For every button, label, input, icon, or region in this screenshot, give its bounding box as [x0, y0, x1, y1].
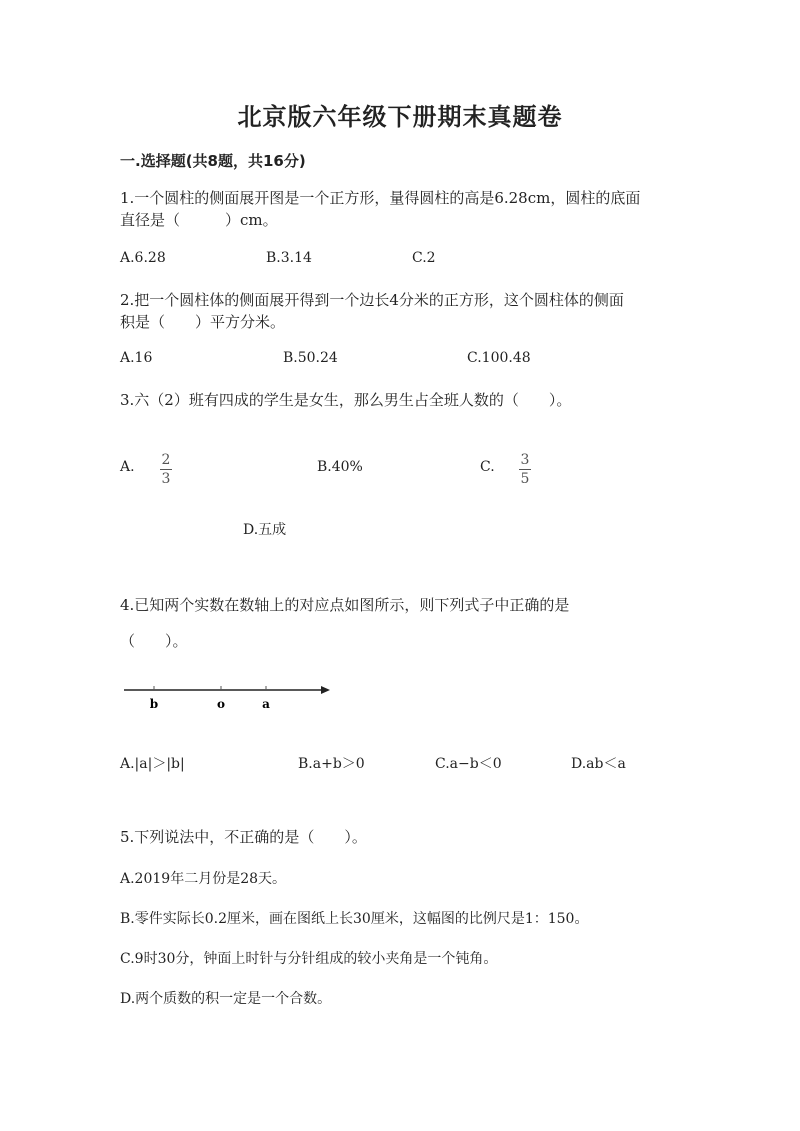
question-2-option-c: C.100.48 — [467, 350, 531, 366]
question-3-option-a-fraction — [160, 452, 172, 487]
fraction-numerator: 2 — [161, 452, 171, 468]
question-1-line-1: 1.一个圆柱的侧面展开图是一个正方形，量得圆柱的高是6.28cm，圆柱的底面 — [120, 189, 641, 207]
question-4-option-c: C.a−b＜0 — [435, 756, 502, 772]
question-5-option-a: A.2019年二月份是28天。 — [120, 871, 287, 887]
question-3-option-a-label: A. — [120, 459, 135, 475]
fraction-bar — [519, 469, 531, 470]
question-4-line-2: （ ）。 — [120, 632, 188, 650]
question-4-option-d: D.ab＜a — [571, 756, 626, 772]
section-heading: 一.选择题(共8题，共16分) — [120, 152, 306, 170]
question-5-line-1: 5.下列说法中，不正确的是（ ）。 — [120, 828, 367, 846]
question-3-option-c-fraction — [519, 452, 531, 487]
axis-label-b: b — [149, 697, 159, 711]
fraction-denominator: 5 — [520, 471, 530, 487]
question-5-option-c: C.9时30分，钟面上时针与分针组成的较小夹角是一个钝角。 — [120, 951, 498, 967]
page-title: 北京版六年级下册期末真题卷 — [237, 103, 563, 131]
question-3-option-d: D.五成 — [243, 522, 287, 538]
question-2-line-1: 2.把一个圆柱体的侧面展开得到一个边长4分米的正方形，这个圆柱体的侧面 — [120, 291, 624, 309]
question-2-option-a: A.16 — [120, 350, 153, 366]
question-1-line-2: 直径是（ ）cm。 — [120, 211, 278, 229]
question-5-option-d: D.两个质数的积一定是一个合数。 — [120, 991, 332, 1007]
question-3-option-b: B.40% — [317, 459, 363, 475]
fraction-numerator: 3 — [520, 452, 530, 468]
question-2-option-b: B.50.24 — [283, 350, 338, 366]
number-line-arrow — [321, 686, 330, 694]
fraction-denominator: 3 — [161, 471, 171, 487]
question-2-line-2: 积是（ ）平方分米。 — [120, 313, 286, 331]
question-4-line-1: 4.已知两个实数在数轴上的对应点如图所示，则下列式子中正确的是 — [120, 596, 570, 614]
question-1-option-a: A.6.28 — [120, 250, 166, 266]
question-5-option-b: B.零件实际长0.2厘米，画在图纸上长30厘米，这幅图的比例尺是1：150。 — [120, 911, 589, 927]
question-1-option-b: B.3.14 — [266, 250, 312, 266]
fraction-bar — [160, 469, 172, 470]
question-3-line-1: 3.六（2）班有四成的学生是女生，那么男生占全班人数的（ ）。 — [120, 391, 572, 409]
question-4-option-b: B.a+b＞0 — [298, 756, 365, 772]
question-3-option-c-label: C. — [480, 459, 495, 475]
question-4-option-a: A.|a|＞|b| — [120, 756, 185, 772]
axis-label-o: o — [216, 697, 226, 711]
number-line-figure — [118, 680, 338, 716]
axis-label-a: a — [262, 697, 270, 711]
question-1-option-c: C.2 — [412, 250, 436, 266]
